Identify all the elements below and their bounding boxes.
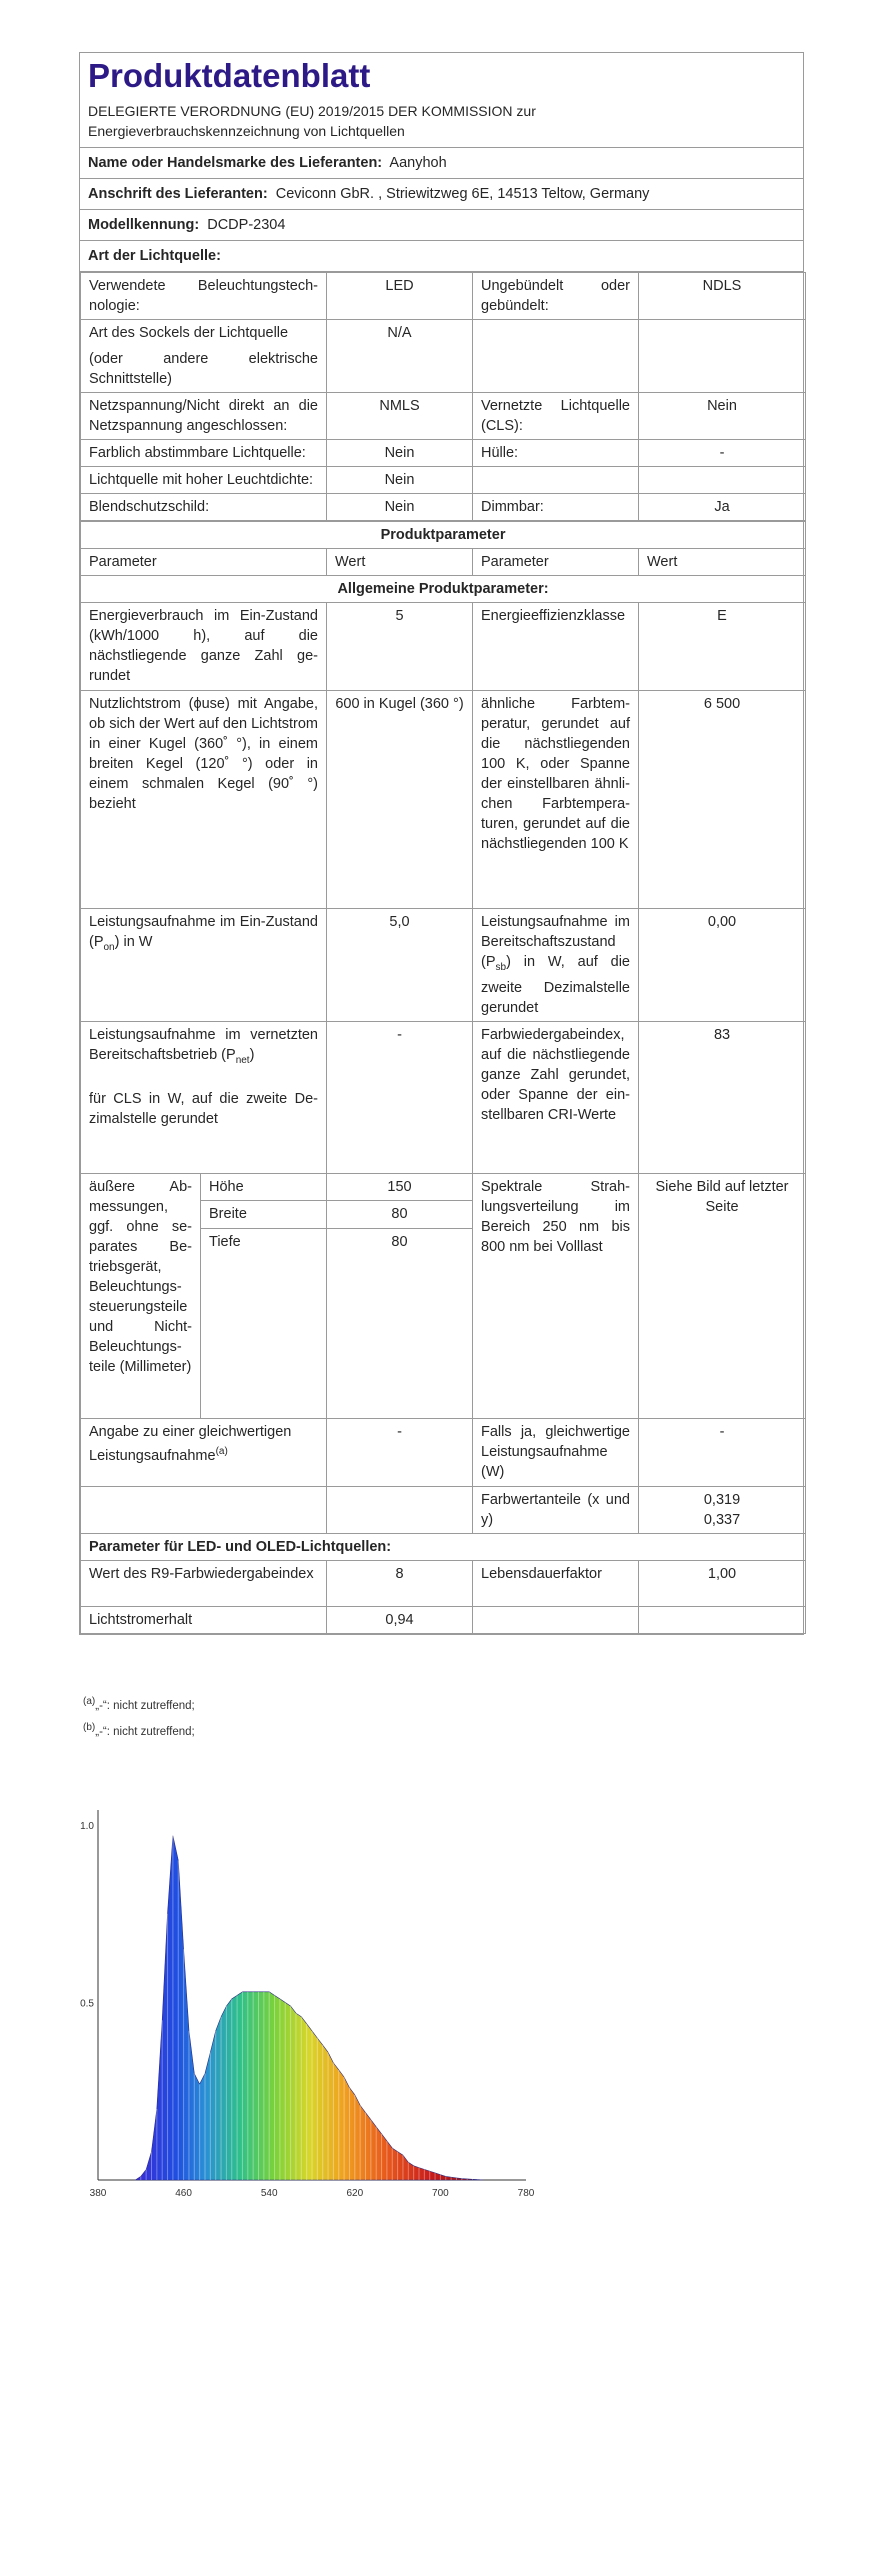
footnote-b-text: „-“: nicht zutreffend; [95,1725,195,1738]
table-cell [639,1486,806,1533]
table-cell: Nein [327,467,473,494]
table-cell: 5 [327,603,473,691]
footnotes [83,1691,195,1743]
table-cell: Lichtstromerhalt [81,1606,327,1633]
table-cell: Vernetzte Lichtquelle (CLS): [473,393,639,440]
table-cell: 600 in Kugel (360 °) [327,691,473,909]
supplier-name-value: Aanyhoh [389,155,447,171]
table-cell: 0,94 [327,1606,473,1633]
chroma-x: 0,319 [703,1491,741,1508]
supplier-address-label: Anschrift des Lieferanten: [88,186,268,202]
table-cell: Farblich abstimmbare Lichtquelle: [81,440,327,467]
table-cell: NMLS [327,393,473,440]
table-cell [473,467,639,494]
psb-sub: sb [495,961,507,973]
table-cell: Farbwiedergabeindex, auf die nächstliegende ganze Zahl gerundet, oder Spanne der einstellbaren CRI-Werte [473,1021,639,1173]
footnote-a-mark: (a) [83,1696,96,1707]
section-title: Produktparameter [81,522,806,549]
subtitle-line-1: DELEGIERTE VERORDNUNG (EU) 2019/2015 DER KOMMISSION zur [88,103,536,119]
supplier-name-row [80,148,803,179]
table-cell: Energieeffizienzklasse [473,603,639,691]
table-cell: Hülle: [473,440,639,467]
table-cell: Nein [639,393,806,440]
x-tick-label: 700 [432,2188,449,2199]
pnet-label: Leistungsaufnahme im vernetzten Bereitschaftsbetrieb (P [89,1026,318,1063]
table-cell: Wert des R9-Farbwiedergabeindex [81,1560,327,1606]
table-cell [473,1606,639,1633]
table-cell: Ungebündelt oder gebündelt: [473,273,639,320]
table-cell: - [327,1021,473,1173]
x-tick-label: 620 [346,2188,364,2199]
equiv-label: Angabe zu einer gleichwertigen Leistungsaufnahme [89,1423,292,1464]
supplier-name-label: Name oder Handelsmarke des Lieferanten: [88,155,383,171]
table-cell [81,1418,327,1486]
table-cell: Verwendete Beleuchtungstechnologie: [81,273,327,320]
table-cell [473,909,639,1022]
table-cell: E [639,603,806,691]
table-cell: Ja [639,494,806,521]
dim-width-value: 80 [327,1201,473,1229]
column-header: Parameter [473,549,639,576]
table-cell: Nein [327,494,473,521]
table-row [81,603,806,691]
x-tick-label: 380 [89,2188,107,2199]
table-cell: Netzspannung/Nicht direkt an die Netzspannung angeschlossen: [81,393,327,440]
table-row [81,273,806,320]
table-row [81,1173,806,1201]
pon-label: Leistungsaufnahme im Ein-Zustand (P [89,914,318,950]
table-cell [639,320,806,393]
y-tick-labels [80,1821,94,2010]
pon-label-end: ) in W [114,934,153,950]
table-cell [639,467,806,494]
table-cell: Blendschutzschild: [81,494,327,521]
table-cell [81,320,327,393]
table-cell: Lichtquelle mit hoher Leuchtdichte: [81,467,327,494]
table-row [81,1560,806,1606]
equiv-footnote-mark: (a) [215,1445,228,1457]
supplier-address-value: Ceviconn GbR. , Striewitzweg 6E, 14513 Teltow, Germany [275,186,650,202]
pnet-sub: net [235,1054,250,1066]
table-row [81,691,806,909]
table-cell [639,1606,806,1633]
socket-label-note: (oder andere elektrische Schnittstelle) [89,351,318,387]
table-cell: NDLS [639,273,806,320]
table-row [81,576,806,603]
table-cell: ähnliche Farbtemperatur, gerundet auf die nächstliegenden 100 K, oder Spanne der einstellbaren ähnlichen Farbtemperaturen, gerundet auf die nächstliegenden 100 K [473,691,639,909]
table-cell [327,1486,473,1533]
datasheet [79,52,804,1635]
table-cell [81,1021,327,1173]
model-label: Modellkennung: [88,217,200,233]
table-cell: Nein [327,440,473,467]
table-row [81,1021,806,1173]
table-cell [473,320,639,393]
product-parameters-table [80,521,806,1634]
table-row [81,1606,806,1633]
table-cell: 6 500 [639,691,806,909]
table-cell: 8 [327,1560,473,1606]
psb-label: Leistungsaufnahme im Bereitschaftszustand (P [481,914,630,970]
table-row [81,1418,806,1486]
table-cell: Falls ja, gleichwertige Leistungsaufnahme (W) [473,1418,639,1486]
table-row [81,320,806,393]
table-cell: Energieverbrauch im Ein-Zustand (kWh/1000 h), auf die nächstliegende ganze Zahl gerundet [81,603,327,691]
table-header-row [81,549,806,576]
table-cell: - [639,440,806,467]
table-row [81,440,806,467]
table-cell: Nutzlichtstrom (ϕuse) mit Angabe, ob sich der Wert auf den Lichtstrom in einer Kugel (360˚ °), in einem breiten Kegel (120˚ °) oder in einem schmalen Kegel (90˚ °) bezieht [81,691,327,909]
footnote-b-mark: (b) [83,1721,96,1733]
dim-width-label: Breite [201,1201,327,1229]
table-cell [81,909,327,1022]
dim-depth-value: 80 [327,1229,473,1419]
x-tick-label: 780 [517,2188,535,2199]
footnote-a-text: „-“: nicht zutreffend; [95,1699,195,1712]
table-cell: 1,00 [639,1560,806,1606]
spectrum-series [135,1836,483,2180]
x-tick-labels [90,2188,535,2199]
supplier-address-row [80,179,803,210]
general-params-title: Allgemeine Produktparameter: [81,576,806,603]
socket-label: Art des Sockels der Lichtquelle [89,325,289,341]
column-header: Wert [327,549,473,576]
light-type-heading [80,241,803,272]
model-value: DCDP-2304 [207,217,286,233]
table-row [81,522,806,549]
led-params-title: Parameter für LED- und OLED-Lichtquellen: [81,1533,806,1560]
subtitle-line-2: Energieverbrauchskennzeichnung von Lichtquellen [88,123,405,139]
y-tick-label: 0.5 [80,1998,94,2010]
table-cell [81,1486,327,1533]
table-row [81,494,806,521]
table-cell: 83 [639,1021,806,1173]
dimensions-label: äußere Abmessungen, ggf. ohne separates Betriebsgerät, Beleuchtungssteuerungsteile und Nicht-Beleuchtungsteile (Millimeter) [81,1173,201,1418]
table-cell: - [639,1418,806,1486]
column-header: Parameter [81,549,327,576]
dim-height-value: 150 [327,1173,473,1201]
table-cell: Lebensdauerfaktor [473,1560,639,1606]
table-cell: 0,00 [639,909,806,1022]
table-row [81,393,806,440]
table-cell: Farbwertanteile (x und y) [473,1486,639,1533]
footnote-a [83,1691,195,1717]
dim-depth-label: Tiefe [201,1229,327,1419]
spectral-distribution-chart [64,1760,544,2230]
table-cell: LED [327,273,473,320]
table-row [81,1533,806,1560]
table-cell: Dimmbar: [473,494,639,521]
x-tick-label: 540 [260,2188,278,2199]
psb-label-end: ) in W, auf die zweite Dezimalstelle gerundet [481,954,630,1016]
regulation-subtitle [80,101,803,148]
column-header: Wert [639,549,806,576]
dim-height-label: Höhe [201,1173,327,1201]
y-tick-label: 1.0 [80,1821,94,1832]
table-cell: N/A [327,320,473,393]
pnet-label-end: ) [249,1046,255,1063]
page-title: Produktdatenblatt [88,57,371,94]
model-row [80,210,803,241]
spectrum-area [135,1836,483,2180]
table-row [81,467,806,494]
pon-sub: on [103,941,115,953]
pnet-label-note: für CLS in W, auf die zweite Dezimalstelle gerundet [89,1090,318,1127]
table-cell: - [327,1418,473,1486]
table-cell: 5,0 [327,909,473,1022]
spectrum-label: Spektrale Strahlungsverteilung im Bereich 250 nm bis 800 nm bei Volllast [473,1173,639,1418]
table-row [81,1486,806,1533]
light-type-table [80,272,806,521]
table-row [81,909,806,1022]
chroma-y: 0,337 [703,1511,741,1528]
spectrum-value: Siehe Bild auf letzter Seite [639,1173,806,1418]
light-type-label: Art der Lichtquelle: [88,248,221,264]
x-tick-label: 460 [175,2188,192,2199]
footnote-b [83,1717,195,1743]
